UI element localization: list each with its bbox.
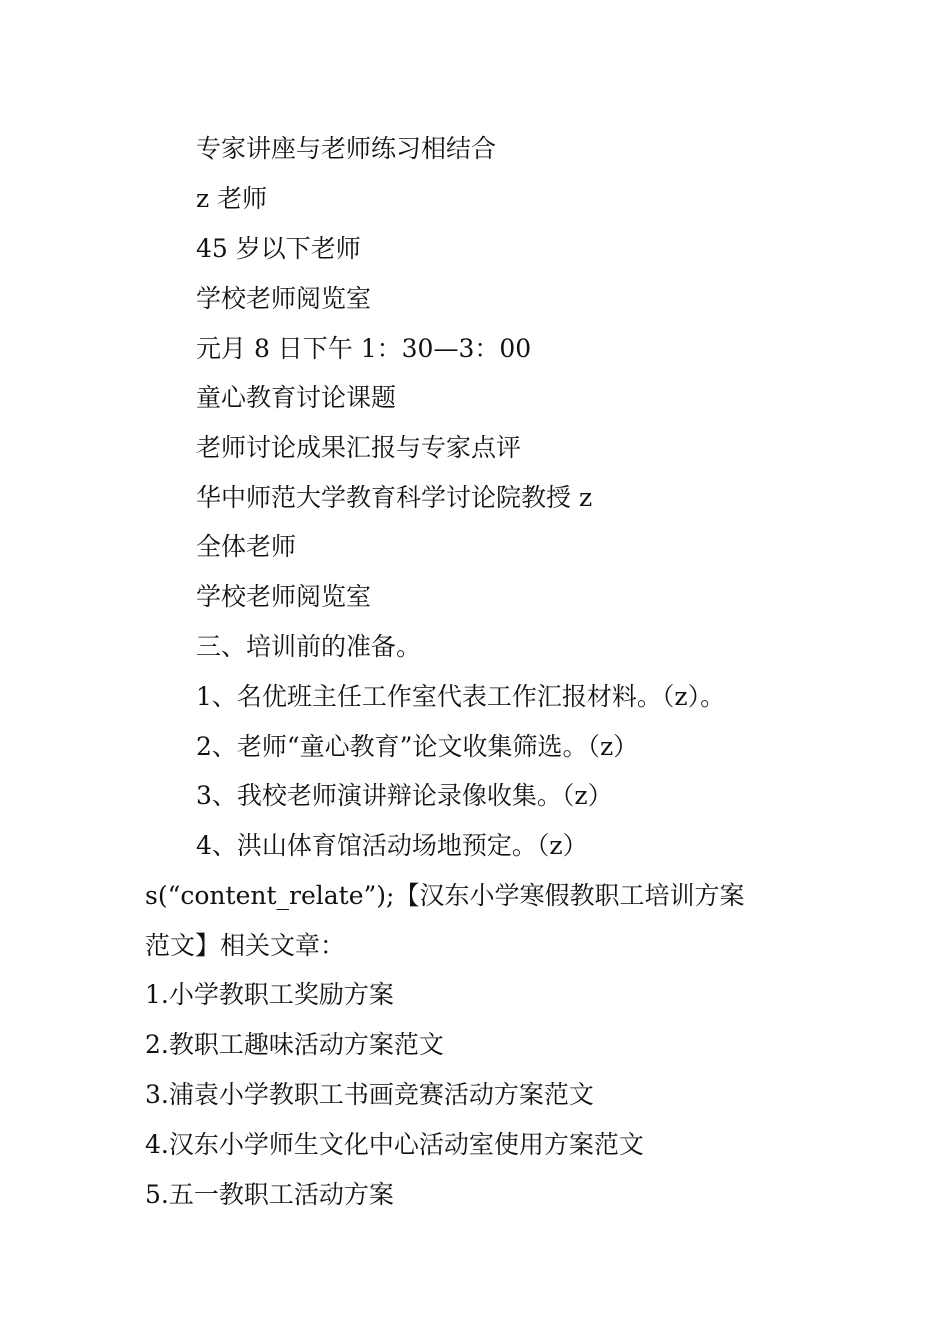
list-item: 4、洪山体育馆活动场地预定。（z） <box>196 831 588 860</box>
body-line: 元月 8 日下午 1：30—3：00 <box>196 334 532 363</box>
body-line: 学校老师阅览室 <box>196 582 372 611</box>
related-article-link[interactable]: 2.教职工趣味活动方案范文 <box>145 1030 444 1059</box>
list-item: 1、名优班主任工作室代表工作汇报材料。（z）。 <box>196 682 726 711</box>
body-line: 45 岁以下老师 <box>196 234 361 263</box>
related-article-link[interactable]: 4.汉东小学师生文化中心活动室使用方案范文 <box>145 1130 644 1159</box>
related-article-link[interactable]: 3.浦袁小学教职工书画竞赛活动方案范文 <box>145 1080 594 1109</box>
body-line: z 老师 <box>196 184 268 213</box>
list-item: 2、老师“童心教育”论文收集筛选。（z） <box>196 732 639 761</box>
list-item: 3、我校老师演讲辩论录像收集。（z） <box>196 781 613 810</box>
related-heading-line1: s(“content_relate”);【汉东小学寒假教职工培训方案 <box>145 881 745 910</box>
section-heading: 三、培训前的准备。 <box>196 632 422 661</box>
body-line: 老师讨论成果汇报与专家点评 <box>196 433 522 462</box>
body-line: 华中师范大学教育科学讨论院教授 z <box>196 483 593 512</box>
related-article-link[interactable]: 5.五一教职工活动方案 <box>145 1180 394 1209</box>
body-line: 专家讲座与老师练习相结合 <box>196 134 497 163</box>
body-line: 童心教育讨论课题 <box>196 383 397 412</box>
body-line: 学校老师阅览室 <box>196 284 372 313</box>
related-article-link[interactable]: 1.小学教职工奖励方案 <box>145 980 394 1009</box>
related-heading-line2: 范文】相关文章： <box>145 931 346 960</box>
body-line: 全体老师 <box>196 532 297 561</box>
